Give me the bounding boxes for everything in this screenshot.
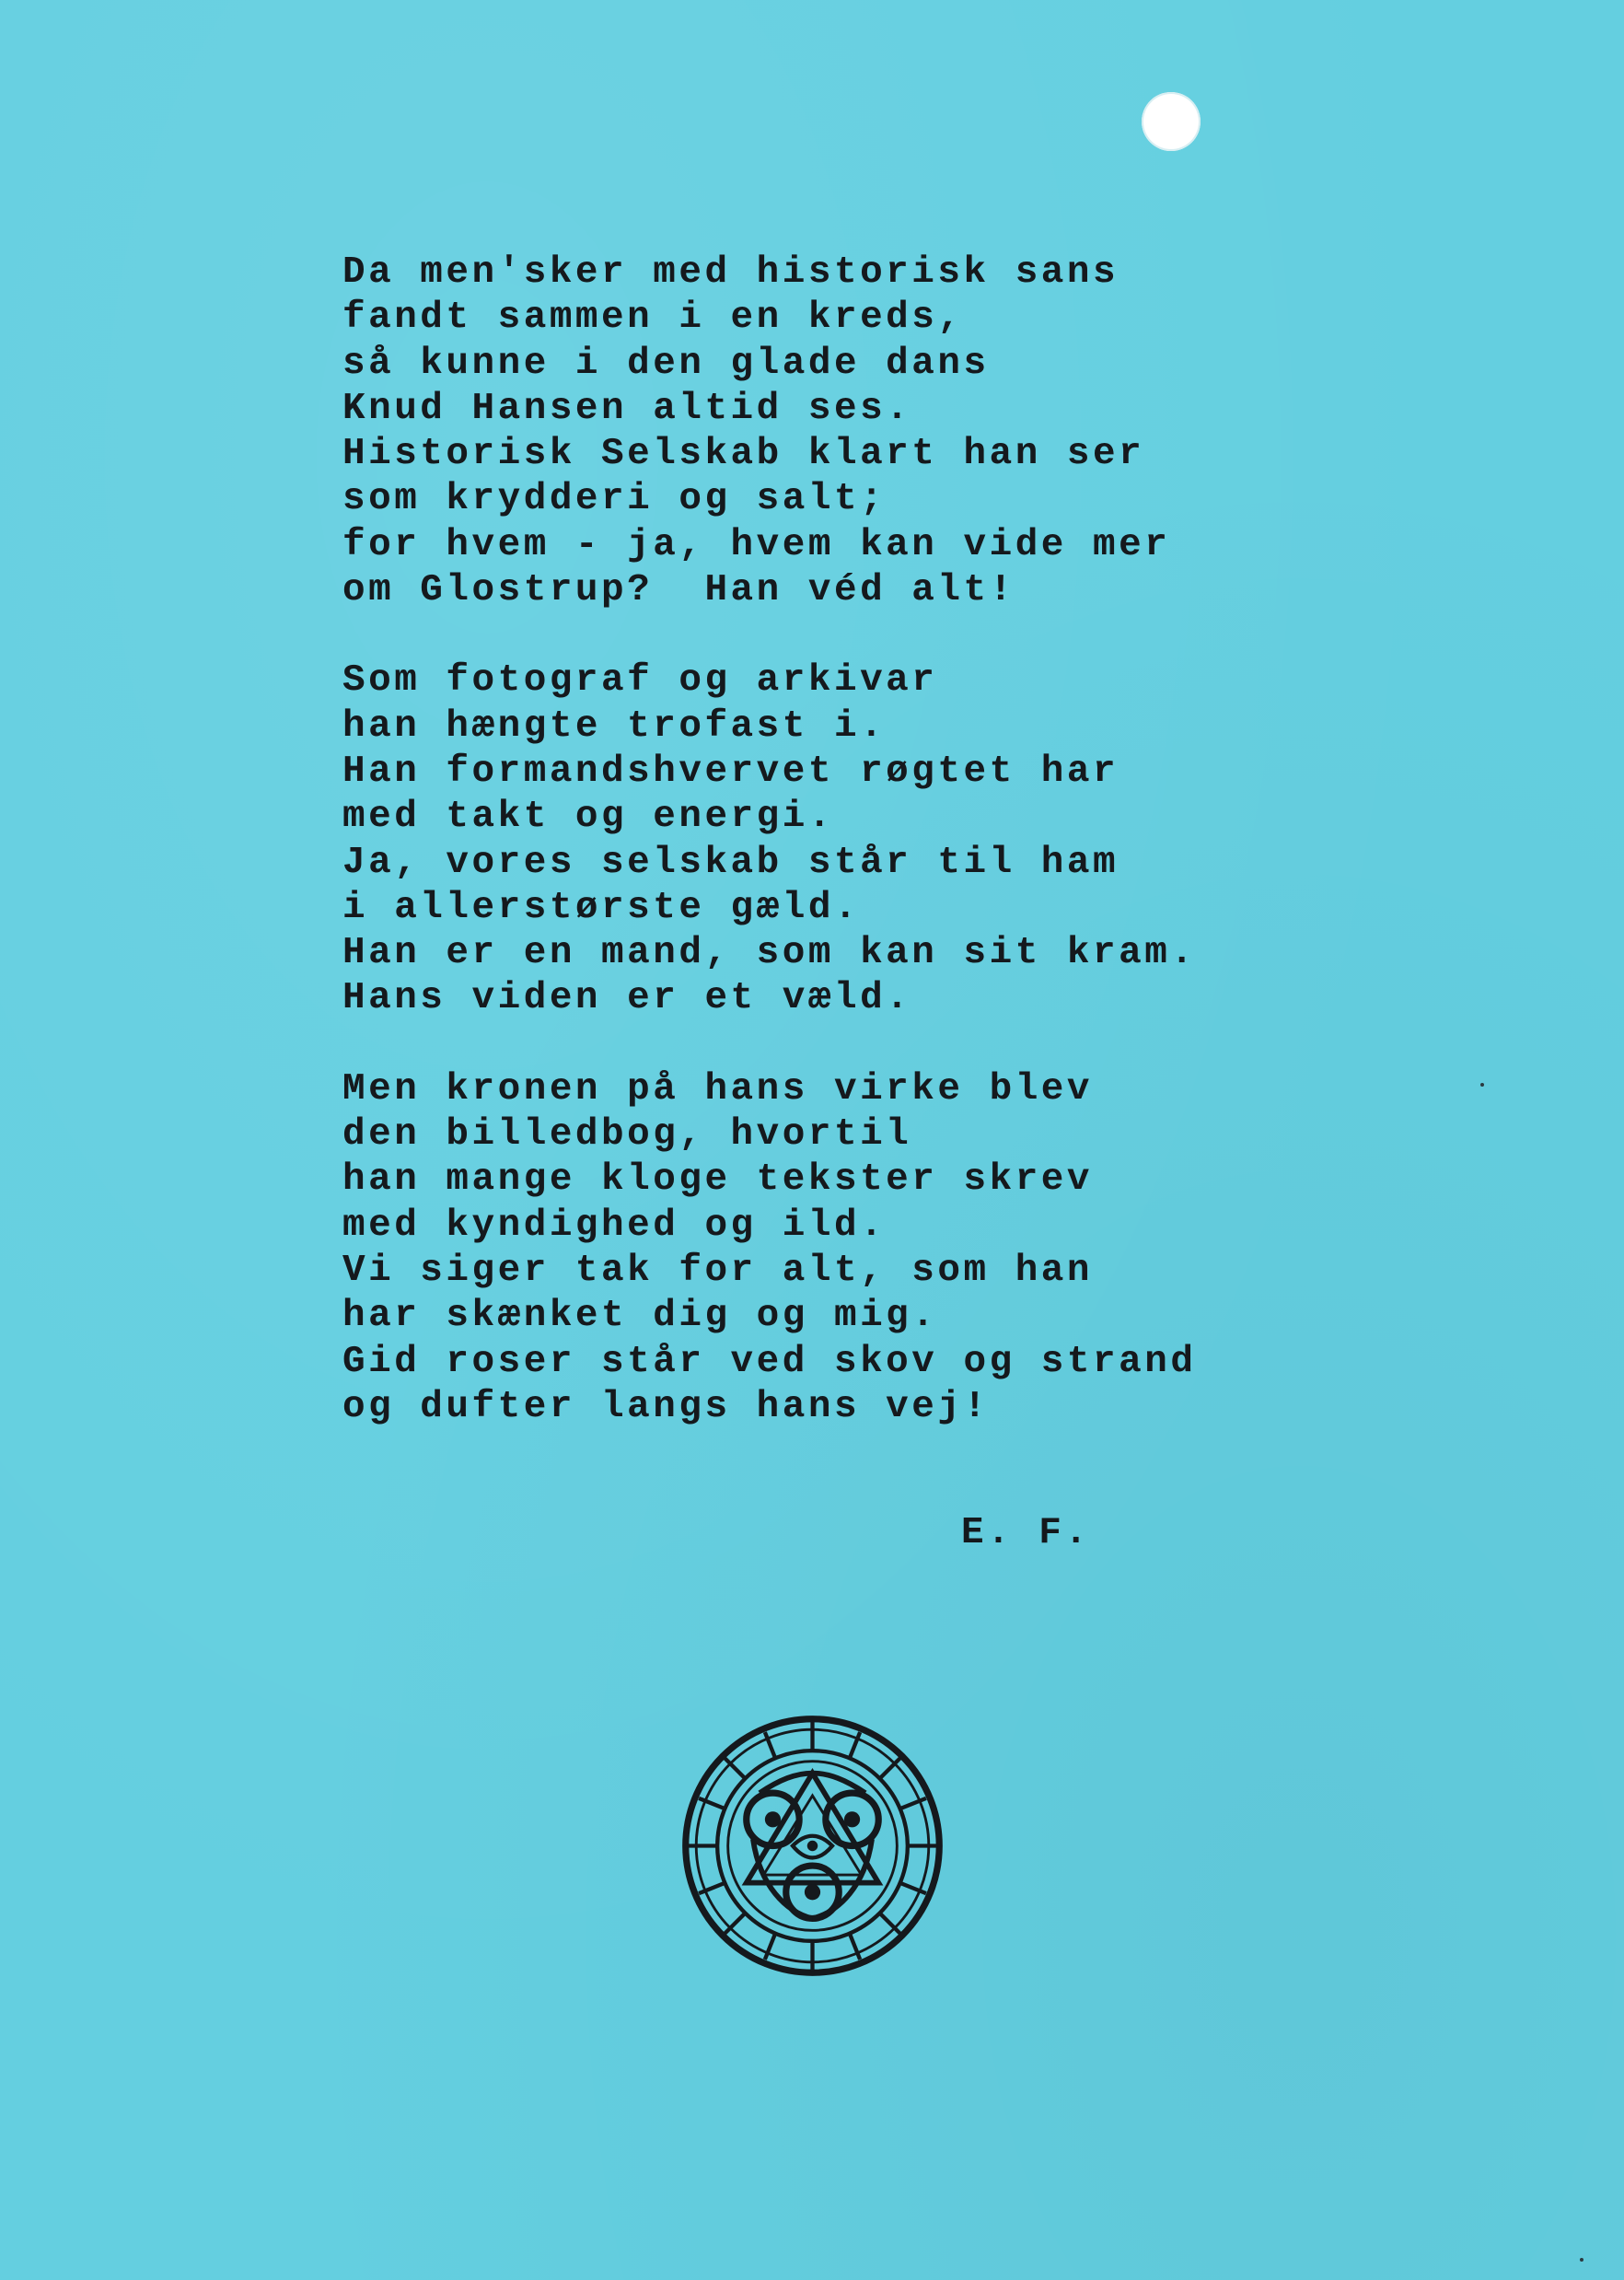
- poem-line: om Glostrup? Han véd alt!: [342, 569, 1015, 612]
- poem-line: Ja, vores selskab står til ham: [342, 841, 1119, 884]
- poem-line: han mange kloge tekster skrev: [342, 1158, 1094, 1202]
- poem-line: så kunne i den glade dans: [342, 342, 990, 385]
- punch-hole: [1142, 92, 1201, 151]
- paper-speck: [1580, 2258, 1583, 2262]
- stanza-3: [342, 1067, 1282, 1430]
- poem-line: Knud Hansen altid ses.: [342, 387, 912, 430]
- poem-line: Vi siger tak for alt, som han: [342, 1249, 1094, 1292]
- poem-line: og dufter langs hans vej!: [342, 1385, 990, 1428]
- poem-line: Da men'sker med historisk sans: [342, 251, 1119, 294]
- poem-line: fandt sammen i en kreds,: [342, 297, 964, 340]
- poem-line: Som fotograf og arkivar: [342, 659, 938, 703]
- poem-line: Gid roser står ved skov og strand: [342, 1340, 1197, 1383]
- poem-line: for hvem - ja, hvem kan vide mer: [342, 523, 1171, 566]
- poem-line: han hængte trofast i.: [342, 704, 887, 748]
- paper-speck: [1480, 1083, 1484, 1087]
- poem-line: Han er en mand, som kan sit kram.: [342, 932, 1197, 975]
- ornamental-seal-icon: [680, 1714, 945, 1978]
- poem-line: Han formandshvervet røgtet har: [342, 750, 1119, 793]
- poem-line: i allerstørste gæld.: [342, 886, 861, 929]
- poem-line: har skænket dig og mig.: [342, 1295, 938, 1338]
- stanza-1: [342, 250, 1282, 613]
- poem: [342, 250, 1282, 1475]
- poem-line: som krydderi og salt;: [342, 478, 887, 521]
- poem-line: den billedbog, hvortil: [342, 1113, 912, 1157]
- poem-line: med kyndighed og ild.: [342, 1204, 887, 1247]
- poem-line: med takt og energi.: [342, 796, 834, 839]
- signature: E. F.: [961, 1512, 1091, 1554]
- stanza-2: [342, 658, 1282, 1021]
- poem-line: Historisk Selskab klart han ser: [342, 433, 1145, 476]
- poem-line: Hans viden er et væld.: [342, 977, 912, 1020]
- poem-line: Men kronen på hans virke blev: [342, 1067, 1094, 1111]
